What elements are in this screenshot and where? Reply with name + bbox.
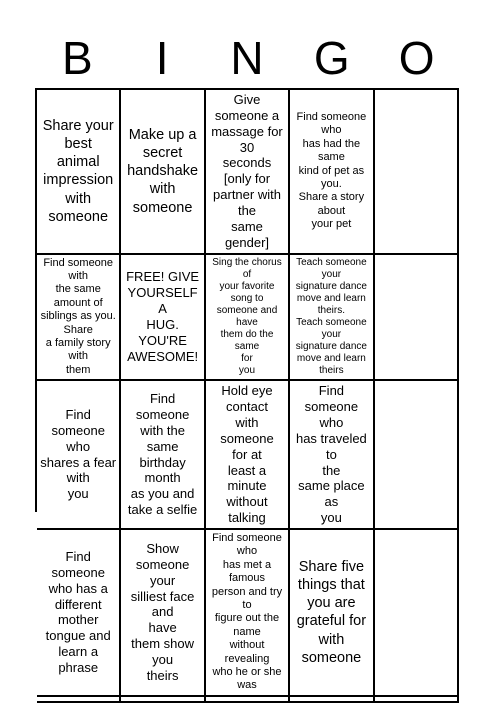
- bingo-cell-r1c4[interactable]: Find someone who has had the same kind of pet as you. Share a story about your pet: [290, 90, 374, 255]
- bingo-header: [35, 30, 459, 86]
- bingo-cell-r2c5[interactable]: [375, 255, 459, 382]
- bingo-cell-r2c3[interactable]: Sing the chorus of your favorite song to someone and have them do the same for you: [206, 255, 290, 382]
- bingo-cell-r3c5[interactable]: [375, 381, 459, 530]
- bingo-cell-r1c3[interactable]: Give someone a massage for 30 seconds [only for partner with the same gender]: [206, 90, 290, 255]
- header-letter-n: N: [230, 32, 264, 84]
- bingo-cell-r4c2[interactable]: Show someone your silliest face and have them show you theirs: [121, 530, 205, 697]
- bingo-cell-r4c1[interactable]: Find someone who has a different mother tongue and learn a phrase: [37, 530, 121, 697]
- bingo-cell-r3c4[interactable]: Find someone who has traveled to the same place as you: [290, 381, 374, 530]
- header-letter-i: I: [155, 32, 169, 84]
- header-letter-b: B: [62, 32, 93, 84]
- bingo-cell-r2c1[interactable]: Find someone with the same amount of siblings as you. Share a family story with them: [37, 255, 121, 382]
- bingo-cell-r3c2[interactable]: Find someone with the same birthday month as you and take a selfie: [121, 381, 205, 530]
- bingo-cell-r3c3[interactable]: Hold eye contact with someone for at least a minute without talking: [206, 381, 290, 530]
- bingo-cell-r1c1[interactable]: Share your best animal impression with someone: [37, 90, 121, 255]
- bingo-cell-r5c2[interactable]: [121, 697, 205, 703]
- bingo-cell-r2c4[interactable]: Teach someone your signature dance move and learn theirs. Teach someone your signature dance move and learn theirs: [290, 255, 374, 382]
- bingo-cell-r1c2[interactable]: Make up a secret handshake with someone: [121, 90, 205, 255]
- bingo-cell-r1c5[interactable]: [375, 90, 459, 255]
- bingo-cell-r2c2[interactable]: FREE! GIVE YOURSELF A HUG. YOU'RE AWESOME!: [121, 255, 205, 382]
- header-letter-o: O: [398, 32, 435, 84]
- bingo-grid: [35, 88, 459, 692]
- bingo-cell-r3c1[interactable]: Find someone who shares a fear with you: [37, 381, 121, 530]
- bingo-cell-r4c4[interactable]: Share five things that you are grateful for with someone: [290, 530, 374, 697]
- bingo-cell-r5c1[interactable]: [37, 697, 121, 703]
- bingo-cell-r5c3[interactable]: [206, 697, 290, 703]
- bingo-cell-r5c5[interactable]: [375, 697, 459, 703]
- bingo-cell-r4c3[interactable]: Find someone who has met a famous person and try to figure out the name without revealing who he or she was: [206, 530, 290, 697]
- header-letter-g: G: [313, 32, 350, 84]
- bingo-cell-r5c4[interactable]: [290, 697, 374, 703]
- bingo-cell-r4c5[interactable]: [375, 530, 459, 697]
